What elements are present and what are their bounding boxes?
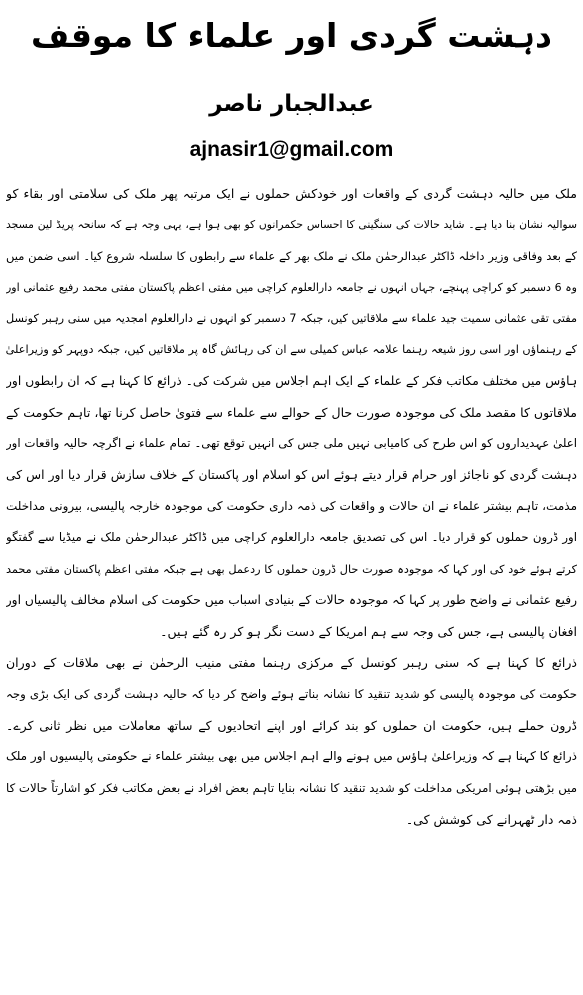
body-line: میں بڑھتی ہوئی امریکی مداخلت کو شدید تنقید کا نشانہ بنایا تاہم بعض افراد نے بعض مکاتب فکر کو اشارتاً حالات کا (6, 780, 577, 795)
body-line: ملک میں حالیہ دہشت گردی کے واقعات اور خودکش حملوں نے ایک مرتبہ پھر ملک کی سلامتی اور بقاء کو (6, 186, 577, 201)
body-line: ذرائع کا کہنا ہے کہ وزیراعلیٰ ہاؤس میں ہونے والے اہم اجلاس میں بھی بیشتر علماء نے حکومتی پالیسیوں اور ملک (6, 749, 577, 764)
body-line: کرتے ہوئے خود کی اور کہا کہ موجودہ صورت حال ڈرون حملوں کا ردعمل بھی ہے جبکہ مفتی اعظم پاکستان مفتی محمد (6, 562, 577, 576)
body-line: وہ 6 دسمبر کو کراچی پہنچے، جہاں انہوں نے جامعہ دارالعلوم کراچی میں مفتی اعظم پاکستان مفتی محمد رفیع عثمانی اور (6, 280, 577, 294)
author-name: عبدالجبار ناصر (209, 91, 374, 117)
body-line: ملاقاتوں کا مقصد ملک کی موجودہ صورت حال کے حوالے سے علماء سے فتویٰ حاصل کرنا تھا، تاہم حکومت کے (6, 405, 577, 421)
body-line: ڈرون حملے ہیں، حکومت ان حملوں کو بند کرائے اور اپنے اتحادیوں کے ساتھ معاملات میں نظر ثانی کرے۔ (6, 718, 577, 734)
body-line: کے رہنماؤں اور اسی روز شیعہ رہنما علامہ عباس کمیلی سے ان کی رہائش گاہ پر ملاقاتیں کیں، جبکہ دوپہر کو وزیراعلیٰ (6, 343, 577, 357)
body-line: حکومت کی موجودہ پالیسی کو شدید تنقید کا نشانہ بناتے ہوئے واضح کر دیا کہ حالیہ دہشت گردی کی ایک بڑی وجہ (6, 686, 577, 701)
body-line: افغان پالیسی ہے، جس کی وجہ سے ہم امریکا کے دست نگر ہو کر رہ گئے ہیں۔ (160, 624, 577, 640)
body-line: کے بعد وفاقی وزیر داخلہ ڈاکٹر عبدالرحمٰن ملک نے ملک بھر کے علماء سے رابطوں کا سلسلہ شروع کیا۔ اسی ضمن میں (6, 248, 577, 263)
body-line: مفتی تقی عثمانی سمیت جید علماء سے ملاقاتیں کیں، جبکہ 7 دسمبر کو انہوں نے دارالعلوم امجدیہ میں سنی رہبر کونسل (6, 312, 577, 326)
body-line: اعلیٰ عہدیداروں کو اس طرح کی کامیابی نہیں ملی جس کی انہیں توقع تھی۔ تمام علماء نے اگرچہ حالیہ واقعات اور (6, 436, 577, 451)
body-line: رفیع عثمانی نے واضح طور پر کہا کہ موجودہ حالات کے بنیادی اسباب میں حکومت کی اسلام مخالف پالیسیاں اور (6, 592, 577, 607)
body-line: دہشت گردی کو ناجائز اور حرام قرار دیتے ہوئے اس کو اسلام اور پاکستان کے خلاف سازش قرار دیا اور اس کی (6, 467, 577, 482)
body-line: مذمت، تاہم بیشتر علماء نے ان حالات و واقعات کی ذمہ داری حکومت کی موجودہ خارجہ پالیسی، بیرونی مداخلت (6, 498, 577, 513)
body-line: ذمہ دار ٹھہرانے کی کوشش کی۔ (405, 811, 577, 827)
article-title: دہشت گردی اور علماء کا موقف (31, 16, 552, 55)
author-email: ajnasir1@gmail.com (189, 138, 394, 161)
body-line: سوالیہ نشان بنا دیا ہے۔ شاید حالات کی سنگینی کا احساس حکمرانوں کو بھی ہوا ہے، یہی وجہ ہے کہ سانحہ پریڈ لین مسجد (6, 218, 577, 232)
body-line: اور ڈرون حملوں کو قرار دیا۔ اس کی تصدیق جامعہ دارالعلوم کراچی میں ڈاکٹر عبدالرحمٰن ملک نے میڈیا سے گفتگو (6, 530, 577, 545)
body-line: ہاؤس میں مختلف مکاتب فکر کے علماء کے ایک اہم اجلاس میں شرکت کی۔ ذرائع کا کہنا ہے کہ ان رابطوں اور (6, 373, 577, 388)
article-body (6, 178, 577, 835)
body-line: ذرائع کا کہنا ہے کہ سنی رہبر کونسل کے مرکزی رہنما مفتی منیب الرحمٰن نے بھی ملاقات کے دوران (6, 655, 577, 671)
